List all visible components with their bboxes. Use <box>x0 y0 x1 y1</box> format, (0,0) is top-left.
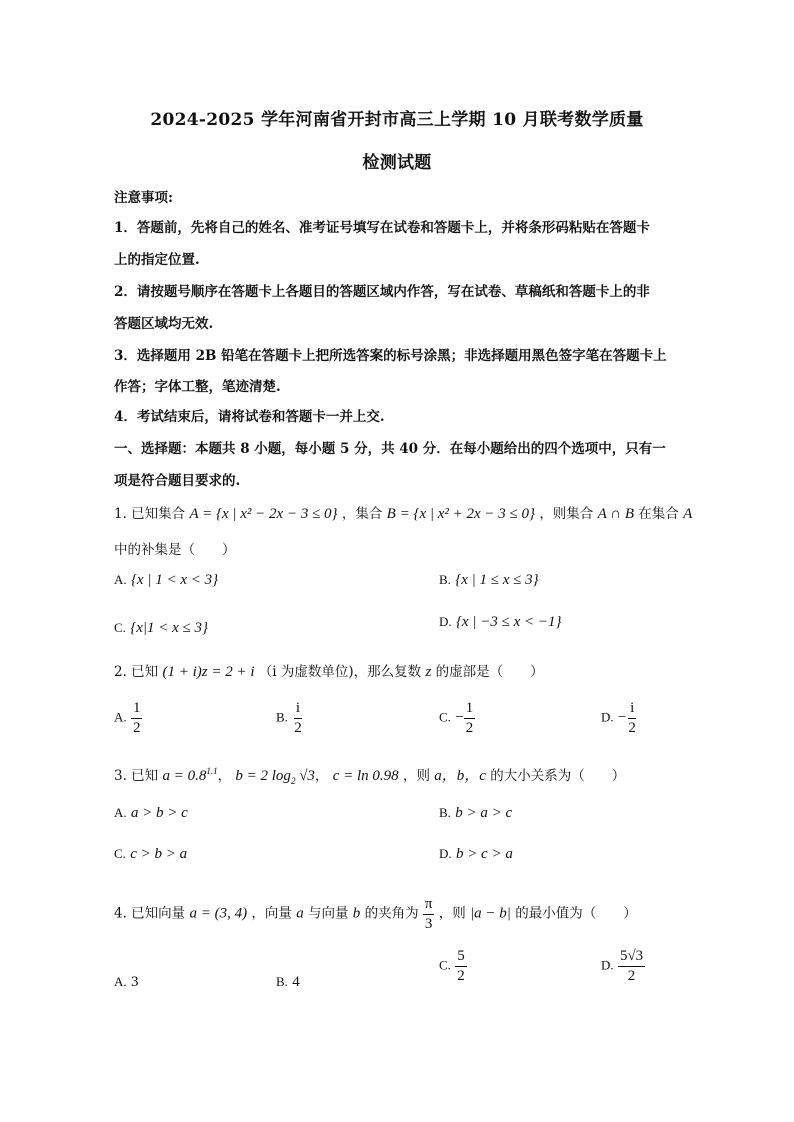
denominator: 2 <box>627 967 636 984</box>
fraction <box>131 700 143 736</box>
q3-vars: a，b，c <box>434 768 486 784</box>
q1-option-a <box>114 572 218 589</box>
q3-option-c <box>114 846 187 863</box>
question-1-stem-cont: 中的补集是（ ） <box>114 542 236 558</box>
q2-option-d <box>601 700 638 736</box>
q1-set-b: B = {x | x² + 2x − 3 ≤ 0} <box>386 506 536 522</box>
question-1-stem <box>114 502 692 523</box>
denominator: 2 <box>294 719 302 736</box>
q3-a-exponent: 1.1 <box>206 766 218 776</box>
q4-prefix: 4. 已知向量 <box>114 905 186 922</box>
q3-b-log-base: 2 <box>290 776 296 786</box>
q3-prefix: 3. 已知 <box>114 768 159 784</box>
q1-option-d <box>439 614 561 631</box>
q3-b-def <box>235 768 315 784</box>
q2-option-a <box>114 700 142 736</box>
section-heading: 一、选择题：本题共 8 小题，每小题 5 分，共 40 分．在每小题给出的四个选项中，只有一 <box>114 441 666 457</box>
option-label: A. <box>114 709 127 725</box>
q1-setname: A <box>683 506 693 522</box>
q4-mid1: ，向量 <box>251 905 292 922</box>
q2-equation: (1 + i)z = 2 + i <box>162 664 255 680</box>
notice-line: 4．考试结束后，请将试卷和答题卡一并上交. <box>114 409 385 425</box>
numerator: 1 <box>464 700 476 719</box>
q3-b-rest: √3 <box>295 768 315 784</box>
q1-option-c <box>114 620 208 637</box>
q4-option-b <box>276 974 300 991</box>
document-title-line2: 检测试题 <box>362 153 432 173</box>
q3-a-base: a = 0.8 <box>162 768 207 784</box>
numerator: 5√3 <box>618 948 645 967</box>
q1-set-a: A = {x | x² − 2x − 3 ≤ 0} <box>189 506 338 522</box>
minus-sign: − <box>455 709 464 726</box>
notice-line: 上的指定位置. <box>114 252 200 268</box>
q2-option-b <box>276 700 304 736</box>
notice-line: 作答；字体工整，笔迹清楚. <box>114 379 281 395</box>
fraction <box>626 700 638 736</box>
q4-option-c <box>439 948 467 984</box>
denominator: 2 <box>628 719 636 736</box>
q4-option-d <box>601 948 645 984</box>
option-label: A. <box>114 572 127 587</box>
numerator: i <box>294 700 302 719</box>
q4-mid3: 的夹角为 <box>364 905 419 922</box>
q3-b-eq: b = 2 log <box>235 768 291 784</box>
q3-suffix2: 的大小关系为（ ） <box>490 768 626 784</box>
option-label: C. <box>439 957 451 973</box>
notice-line: 2．请按题号顺序在答题卡上各题目的答题区域内作答，写在试卷、草稿纸和答题卡上的非 <box>114 284 650 300</box>
denominator: 2 <box>457 967 465 984</box>
minus-sign: − <box>617 709 627 726</box>
option-text: {x | 1 < x < 3} <box>130 572 219 588</box>
q2-suffix: 的虚部是（ ） <box>435 664 544 680</box>
q4-vector-b: b <box>352 905 361 922</box>
q4-option-a <box>114 974 138 991</box>
option-label: D. <box>601 957 614 973</box>
notice-line: 1．答题前，先将自己的姓名、准考证号填写在试卷和答题卡上，并将条形码粘贴在答题卡 <box>114 220 650 236</box>
q3-c-def: c = ln 0.98 <box>332 768 399 784</box>
option-label: B. <box>276 974 288 989</box>
denominator: 3 <box>424 915 433 932</box>
q4-angle-fraction <box>423 896 435 932</box>
option-label: D. <box>439 614 452 629</box>
option-label: C. <box>439 709 451 725</box>
q4-mid4: ，则 <box>438 905 466 922</box>
q4-vector-a: a <box>296 905 304 922</box>
option-text: c > b > a <box>130 846 188 862</box>
option-label: B. <box>439 572 451 587</box>
fraction <box>292 700 304 736</box>
notice-line: 答题区域均无效. <box>114 316 214 332</box>
q4-suffix: 的最小值为（ ） <box>515 905 637 922</box>
q1-option-b <box>439 572 539 589</box>
numerator: 1 <box>131 700 143 719</box>
option-label: A. <box>114 974 127 989</box>
notice-heading: 注意事项: <box>114 190 173 206</box>
section-heading-cont: 项是符合题目要求的. <box>114 473 241 489</box>
option-text: {x|1 < x ≤ 3} <box>130 620 209 636</box>
option-label: C. <box>114 846 126 861</box>
q2-prefix: 2. 已知 <box>114 664 159 680</box>
fraction <box>464 700 476 736</box>
notice-line: 3．选择题用 2B 铅笔在答题卡上把所选答案的标号涂黑；非选择题用黑色签字笔在答题卡上 <box>114 348 667 364</box>
question-4-stem <box>114 896 637 932</box>
q2-option-c <box>439 700 475 736</box>
q1-mid: ，集合 <box>341 506 383 522</box>
option-label: D. <box>601 709 614 725</box>
document-title-line1: 2024-2025 学年河南省开封市高三上学期 10 月联考数学质量 <box>150 110 644 130</box>
option-label: B. <box>276 709 288 725</box>
option-label: D. <box>439 846 452 861</box>
q3-a-def <box>162 768 217 784</box>
q1-expr: A ∩ B <box>597 506 634 522</box>
option-text: b > c > a <box>455 846 513 862</box>
fraction <box>455 948 467 984</box>
option-text: a > b > c <box>130 805 188 821</box>
q3-option-b <box>439 805 512 822</box>
option-text: 3 <box>130 974 139 990</box>
q2-mid: （i 为虚数单位)，那么复数 <box>258 664 422 680</box>
q4-mid2: 与向量 <box>307 905 349 922</box>
option-label: A. <box>114 805 127 820</box>
option-text: {x | 1 ≤ x ≤ 3} <box>455 572 539 588</box>
denominator: 2 <box>132 719 141 736</box>
q4-abs-expr: |a − b| <box>470 905 511 922</box>
q3-option-a <box>114 805 188 822</box>
option-text: 4 <box>292 974 300 990</box>
denominator: 2 <box>465 719 474 736</box>
q1-prefix: 1. 已知集合 <box>114 506 186 522</box>
q4-vector-a-def: a = (3, 4) <box>189 905 248 922</box>
option-text: {x | −3 ≤ x < −1} <box>455 614 562 630</box>
option-label: C. <box>114 620 126 635</box>
numerator: i <box>628 700 636 719</box>
q3-option-d <box>439 846 513 863</box>
question-2-stem <box>114 660 544 681</box>
question-3-stem: 3. 已知 $a = 0.8^{1.1}$， b = 2 $\log_2 √3$， c = ln 0.98 ，则 a，b，c 的大小关系为（ ） <box>114 766 626 786</box>
q1-suffix2: 在集合 <box>638 506 679 522</box>
option-label: B. <box>439 805 451 820</box>
q2-z: z <box>425 664 432 680</box>
fraction <box>618 948 645 984</box>
numerator: 5 <box>455 948 467 967</box>
q1-suffix: ，则集合 <box>539 506 594 522</box>
option-text: b > a > c <box>455 805 513 821</box>
q3-suffix: ，则 <box>402 768 430 784</box>
numerator: π <box>423 896 435 915</box>
